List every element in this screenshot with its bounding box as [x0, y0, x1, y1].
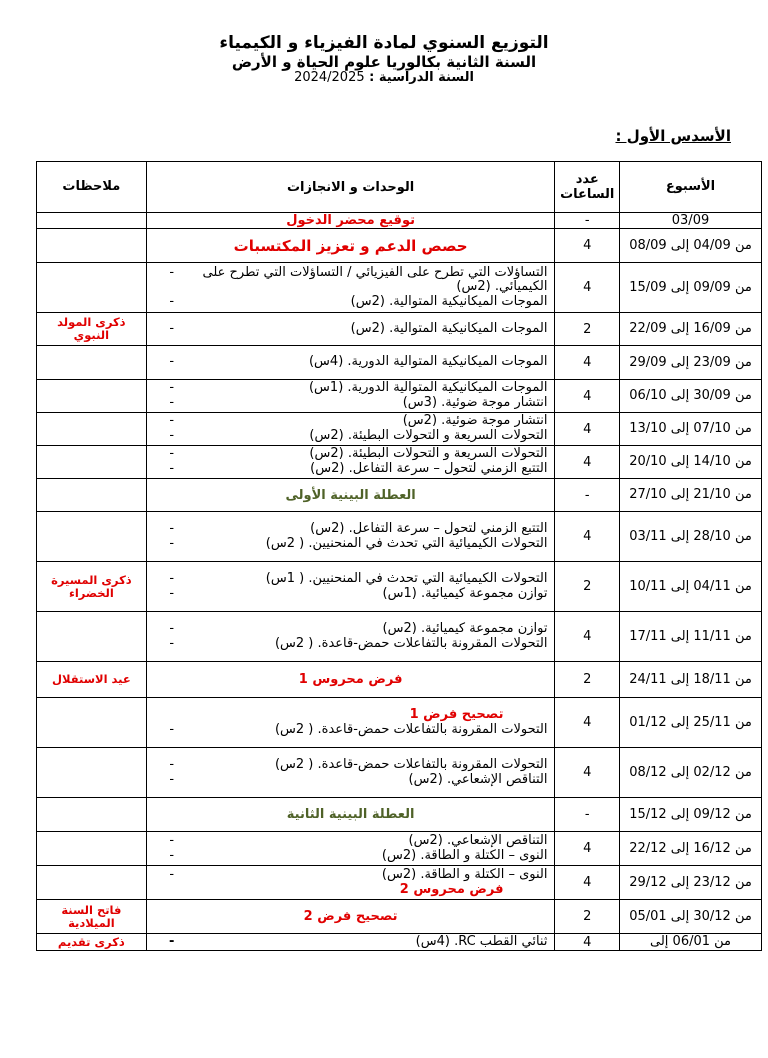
- unit-line: [150, 622, 552, 637]
- week-cell: من 23/12 إلى 29/12: [620, 866, 762, 900]
- unit-text: انتشار موجة ضوئية. (2س): [402, 413, 548, 429]
- unit-text: التساؤلات التي تطرح على الفيزيائي / التساؤلات التي تطرح على الكيميائي. (2س): [202, 264, 548, 295]
- hours-cell: 4: [555, 866, 620, 900]
- unit-line: [150, 355, 552, 370]
- unit-line: [150, 381, 552, 396]
- hours-cell: -: [555, 479, 620, 512]
- unit-dash: -: [169, 756, 175, 772]
- unit-line: [150, 429, 552, 444]
- unit-line: [150, 522, 552, 537]
- week-cell: من 09/12 إلى 15/12: [620, 798, 762, 832]
- unit-text: توازن مجموعة كيميائية. (2س): [382, 620, 548, 636]
- unit-line: [150, 266, 552, 295]
- notes-cell: [37, 748, 147, 798]
- week-cell: من 25/11 إلى 01/12: [620, 698, 762, 748]
- week-cell: من 04/11 إلى 10/11: [620, 562, 762, 612]
- unit-text: النوى – الكتلة و الطاقة. (2س): [381, 866, 548, 882]
- week-cell: من 07/10 إلى 13/10: [620, 413, 762, 446]
- unit-dash: -: [169, 535, 175, 551]
- unit-text: الموجات الميكانيكية المتوالية الدورية. (4س): [308, 354, 548, 370]
- units-cell: [146, 346, 555, 380]
- table-header-row: [37, 162, 762, 213]
- notes-cell: [37, 446, 147, 479]
- unit-dash: -: [169, 446, 175, 462]
- unit-text: الموجات الميكانيكية المتوالية. (2س): [350, 293, 548, 309]
- hours-cell: 4: [555, 380, 620, 413]
- unit-text: النوى – الكتلة و الطاقة. (2س): [381, 847, 548, 863]
- notes-cell: فاتح السنة الميلادية: [37, 900, 147, 934]
- unit-dash: -: [169, 380, 175, 396]
- hours-cell: 4: [555, 748, 620, 798]
- table-row: [37, 866, 762, 900]
- exam-correction-label: تصحيح فرض 1: [409, 706, 504, 722]
- unit-dash: -: [169, 428, 175, 443]
- unit-dash: -: [169, 293, 175, 309]
- hours-cell: 4: [555, 934, 620, 951]
- unit-dash: -: [169, 461, 175, 476]
- hours-cell: -: [555, 213, 620, 229]
- header-notes: ملاحظات: [37, 162, 147, 213]
- week-cell: من 30/12 إلى 05/01: [620, 900, 762, 934]
- units-cell: [146, 612, 555, 662]
- unit-text: توازن مجموعة كيميائية. (1س): [382, 585, 548, 601]
- week-cell: من 30/09 إلى 06/10: [620, 380, 762, 413]
- week-cell: من 11/11 إلى 17/11: [620, 612, 762, 662]
- units-cell: [146, 512, 555, 562]
- unit-line: [150, 295, 552, 310]
- table-row: [37, 446, 762, 479]
- unit-line: [150, 849, 552, 864]
- table-row: [37, 832, 762, 866]
- table-row: [37, 229, 762, 263]
- table-row: [37, 512, 762, 562]
- notes-cell: [37, 798, 147, 832]
- notes-cell: ذكرى تقديم: [37, 934, 147, 951]
- unit-text: التحولات المقرونة بالتفاعلات حمض-قاعدة. ( 2س): [274, 756, 548, 772]
- unit-dash: -: [169, 320, 175, 336]
- hours-cell: 4: [555, 698, 620, 748]
- hours-cell: 4: [555, 229, 620, 263]
- unit-line: [150, 834, 552, 849]
- week-cell: من 06/01 إلى: [620, 934, 762, 951]
- header-week: الأسبوع: [620, 162, 762, 213]
- hours-cell: 2: [555, 900, 620, 934]
- unit-dash: -: [169, 771, 175, 787]
- notes-cell: [37, 346, 147, 380]
- unit-line: [150, 868, 552, 883]
- school-year-label: السنة الدراسية :: [369, 69, 474, 85]
- notes-cell: [37, 612, 147, 662]
- units-cell: [146, 832, 555, 866]
- table-row: [37, 413, 762, 446]
- unit-dash: -: [169, 264, 175, 280]
- table-row: [37, 934, 762, 951]
- school-year-value: 2024/2025: [294, 69, 365, 85]
- table-row: [37, 748, 762, 798]
- week-cell: من 18/11 إلى 24/11: [620, 662, 762, 698]
- exam-label: فرض محروس 2: [399, 881, 504, 897]
- unit-line: [150, 462, 552, 477]
- unit-line: [150, 537, 552, 552]
- hours-cell: 4: [555, 612, 620, 662]
- unit-text: التحولات المقرونة بالتفاعلات حمض-قاعدة. ( 2س): [274, 635, 548, 651]
- hours-cell: 2: [555, 562, 620, 612]
- week-cell: من 16/12 إلى 22/12: [620, 832, 762, 866]
- notes-cell: ذكرى المسيرة الخضراء: [37, 562, 147, 612]
- table-row: [37, 900, 762, 934]
- week-cell: من 09/09 إلى 15/09: [620, 263, 762, 313]
- notes-cell: [37, 512, 147, 562]
- week-cell: من 16/09 إلى 22/09: [620, 313, 762, 346]
- unit-dash: -: [169, 866, 175, 882]
- week-cell: من 04/09 إلى 08/09: [620, 229, 762, 263]
- units-cell: تصحيح فرض 2: [146, 900, 555, 934]
- unit-text: الموجات الميكانيكية المتوالية. (2س): [350, 320, 548, 336]
- document-level: السنة الثانية بكالوريا علوم الحياة و الأرض: [231, 52, 537, 71]
- table-row: [37, 479, 762, 512]
- unit-text: التتبع الزمني لتحول – سرعة التفاعل. (2س): [310, 520, 548, 536]
- table-row: [37, 346, 762, 380]
- unit-line: [150, 572, 552, 587]
- unit-text: التحولات المقرونة بالتفاعلات حمض-قاعدة. ( 2س): [274, 721, 548, 737]
- table-row: [37, 263, 762, 313]
- units-cell: [146, 698, 555, 748]
- unit-text: التناقص الإشعاعي. (2س): [408, 771, 548, 787]
- unit-dash: -: [169, 354, 175, 370]
- units-cell: العطلة البينية الأولى: [146, 479, 555, 512]
- unit-line: [150, 935, 552, 950]
- notes-cell: [37, 413, 147, 446]
- unit-text: التناقص الإشعاعي. (2س): [408, 832, 548, 848]
- table-row: [37, 562, 762, 612]
- unit-line: [150, 396, 552, 411]
- unit-line: [150, 322, 552, 337]
- table-row: [37, 698, 762, 748]
- hours-cell: 4: [555, 446, 620, 479]
- unit-line: [150, 587, 552, 602]
- unit-dash: -: [169, 395, 175, 410]
- units-cell: حصص الدعم و تعزيز المكتسبات: [146, 229, 555, 263]
- unit-line: [150, 773, 552, 788]
- hours-cell: 2: [555, 313, 620, 346]
- unit-dash: -: [169, 721, 175, 737]
- hours-cell: -: [555, 798, 620, 832]
- unit-text: التحولات السريعة و التحولات البطيئة. (2س): [309, 446, 548, 462]
- notes-cell: ذكرى المولد النبوي: [37, 313, 147, 346]
- unit-text: التتبع الزمني لتحول – سرعة التفاعل. (2س): [310, 461, 548, 476]
- table-row: [37, 380, 762, 413]
- units-cell: توقيع محضر الدخول: [146, 213, 555, 229]
- units-cell: [146, 562, 555, 612]
- notes-cell: [37, 866, 147, 900]
- unit-text: الموجات الميكانيكية المتوالية الدورية. (1س): [308, 380, 548, 396]
- table-row: [37, 662, 762, 698]
- unit-dash: -: [169, 832, 175, 848]
- unit-line: [150, 414, 552, 429]
- header-units: الوحدات و الانجازات: [146, 162, 555, 213]
- units-cell: [146, 413, 555, 446]
- hours-cell: 4: [555, 346, 620, 380]
- unit-line: [150, 447, 552, 462]
- unit-line: [150, 637, 552, 652]
- unit-line: [150, 758, 552, 773]
- school-year: [0, 71, 768, 86]
- notes-cell: [37, 479, 147, 512]
- header-hours: عدد الساعات: [555, 162, 620, 213]
- units-cell: فرض محروس 1: [146, 662, 555, 698]
- notes-cell: [37, 263, 147, 313]
- week-cell: من 28/10 إلى 03/11: [620, 512, 762, 562]
- unit-dash: -: [169, 520, 175, 536]
- unit-dash: -: [169, 620, 175, 636]
- document-title: التوزيع السنوي لمادة الفيزياء و الكيمياء: [219, 33, 549, 53]
- unit-text: ثنائي القطب RC. (4س): [415, 933, 548, 949]
- week-cell: من 02/12 إلى 08/12: [620, 748, 762, 798]
- week-cell: من 14/10 إلى 20/10: [620, 446, 762, 479]
- hours-cell: 4: [555, 512, 620, 562]
- table-row: [37, 798, 762, 832]
- unit-text: انتشار موجة ضوئية. (3س): [402, 395, 548, 410]
- table-row: [37, 313, 762, 346]
- notes-cell: [37, 698, 147, 748]
- schedule-table: [36, 161, 762, 951]
- hours-cell: 4: [555, 413, 620, 446]
- unit-dash: -: [169, 413, 175, 429]
- units-cell: [146, 446, 555, 479]
- unit-dash: -: [169, 570, 175, 586]
- week-cell: من 23/09 إلى 29/09: [620, 346, 762, 380]
- unit-text: التحولات الكيميائية التي تحدث في المنحنيين. ( 1س): [265, 570, 548, 586]
- units-cell: [146, 313, 555, 346]
- unit-dash: -: [169, 635, 175, 651]
- notes-cell: [37, 832, 147, 866]
- notes-cell: [37, 229, 147, 263]
- unit-dash: -: [169, 933, 175, 949]
- units-cell: العطلة البينية الثانية: [146, 798, 555, 832]
- units-cell: [146, 380, 555, 413]
- week-cell: من 21/10 إلى 27/10: [620, 479, 762, 512]
- notes-cell: [37, 380, 147, 413]
- units-cell: [146, 934, 555, 951]
- hours-cell: 2: [555, 662, 620, 698]
- units-cell: [146, 866, 555, 900]
- unit-dash: -: [169, 847, 175, 863]
- unit-dash: -: [169, 585, 175, 601]
- notes-cell: [37, 213, 147, 229]
- hours-cell: 4: [555, 832, 620, 866]
- unit-text: التحولات الكيميائية التي تحدث في المنحنيين. ( 2س): [265, 535, 548, 551]
- week-cell: 03/09: [620, 213, 762, 229]
- hours-cell: 4: [555, 263, 620, 313]
- table-row: [37, 213, 762, 229]
- units-cell: [146, 263, 555, 313]
- semester-heading: الأسدس الأول :: [615, 127, 731, 145]
- table-row: [37, 612, 762, 662]
- document-header: [0, 34, 768, 86]
- notes-cell: عيد الاستقلال: [37, 662, 147, 698]
- unit-line: [150, 723, 552, 738]
- units-cell: [146, 748, 555, 798]
- unit-text: التحولات السريعة و التحولات البطيئة. (2س): [309, 428, 548, 443]
